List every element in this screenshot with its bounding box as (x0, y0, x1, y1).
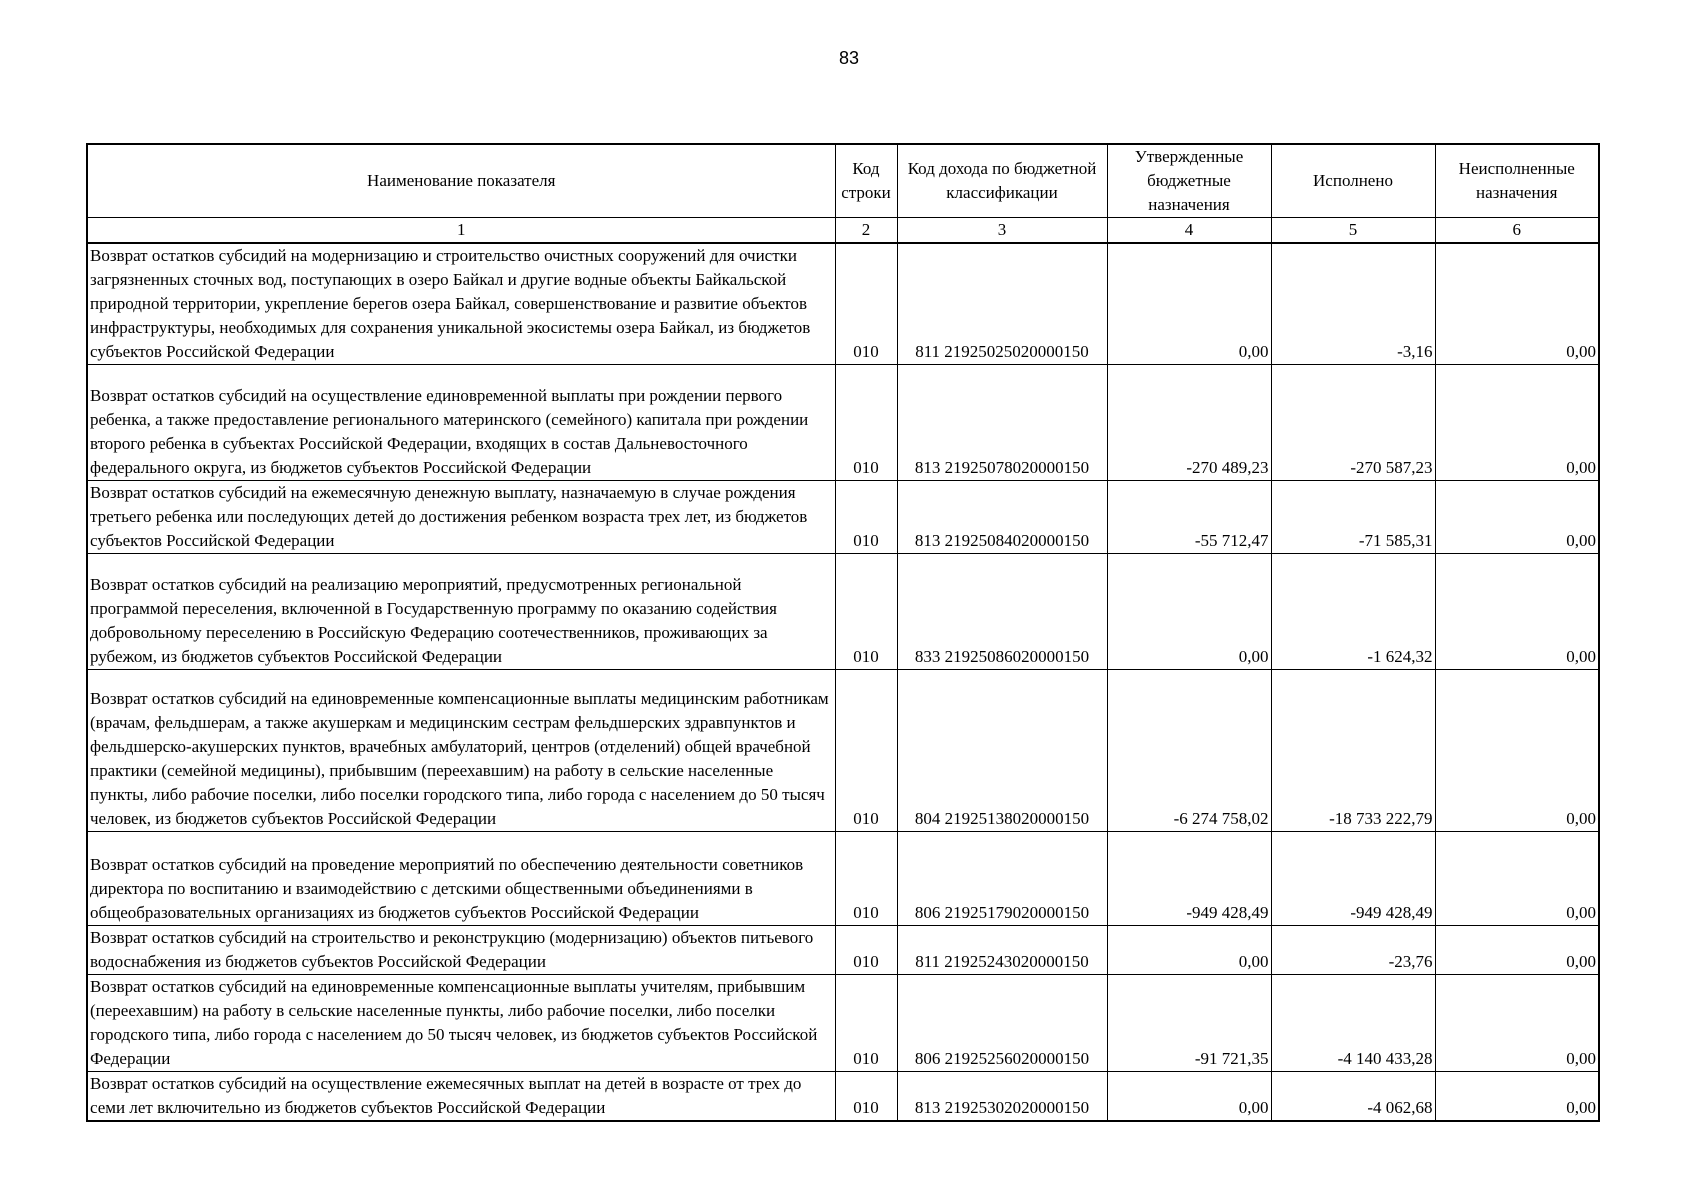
row-executed: -1 624,32 (1271, 554, 1435, 670)
row-unexecuted: 0,00 (1435, 365, 1599, 481)
page-number: 83 (838, 48, 860, 68)
table-body (87, 243, 1599, 1121)
row-executed: -71 585,31 (1271, 481, 1435, 554)
row-name: Возврат остатков субсидий на осуществление ежемесячных выплат на детей в возрасте от трех до семи лет включительно из бюджетов субъектов Российской Федерации (87, 1072, 835, 1122)
row-code: 010 (835, 832, 897, 926)
header-number: 4 (1107, 218, 1271, 244)
table-row (87, 975, 1599, 1072)
header-number: 1 (87, 218, 835, 244)
row-approved: 0,00 (1107, 554, 1271, 670)
header-unexecuted: Неисполненные назначения (1435, 144, 1599, 218)
row-executed: -3,16 (1271, 243, 1435, 365)
table-row (87, 554, 1599, 670)
row-kbk: 813 21925302020000150 (897, 1072, 1107, 1122)
row-code: 010 (835, 365, 897, 481)
table-row (87, 1072, 1599, 1122)
table-header (87, 144, 1599, 243)
row-kbk: 806 21925179020000150 (897, 832, 1107, 926)
header-number: 5 (1271, 218, 1435, 244)
row-code: 010 (835, 975, 897, 1072)
row-kbk: 813 21925084020000150 (897, 481, 1107, 554)
row-executed: -270 587,23 (1271, 365, 1435, 481)
row-code: 010 (835, 243, 897, 365)
table-row (87, 670, 1599, 832)
row-unexecuted: 0,00 (1435, 926, 1599, 975)
row-unexecuted: 0,00 (1435, 670, 1599, 832)
table-row (87, 832, 1599, 926)
row-executed: -4 140 433,28 (1271, 975, 1435, 1072)
row-approved: -91 721,35 (1107, 975, 1271, 1072)
row-kbk: 811 21925243020000150 (897, 926, 1107, 975)
row-executed: -18 733 222,79 (1271, 670, 1435, 832)
row-executed: -4 062,68 (1271, 1072, 1435, 1122)
row-approved: 0,00 (1107, 1072, 1271, 1122)
row-code: 010 (835, 554, 897, 670)
row-kbk: 811 21925025020000150 (897, 243, 1107, 365)
row-name: Возврат остатков субсидий на единовременные компенсационные выплаты учителям, прибывшим (переехавшим) на работу в сельские населенные пункты, либо рабочие поселки, либо поселки городского типа, либо города с населением до 50 тысяч человек, из бюджетов субъектов Российской Федерации (87, 975, 835, 1072)
row-kbk: 804 21925138020000150 (897, 670, 1107, 832)
row-name: Возврат остатков субсидий на осуществление единовременной выплаты при рождении первого ребенка, а также предоставление регионального материнского (семейного) капитала при рождении второго ребенка в субъектах Российской Федерации, входящих в состав Дальневосточного федерального округа, из бюджетов субъектов Российской Федерации (87, 365, 835, 481)
row-name: Возврат остатков субсидий на единовременные компенсационные выплаты медицинским работникам (врачам, фельдшерам, а также акушеркам и медицинским сестрам фельдшерских здравпунктов и фельдшерско-акушерских пунктов, врачебных амбулаторий, центров (отделений) общей врачебной практики (семейной медицины), прибывшим (переехавшим) на работу в сельские населенные пункты, либо рабочие поселки, либо поселки городского типа, либо города с населением до 50 тысяч человек, из бюджетов субъектов Российской Федерации (87, 670, 835, 832)
row-executed: -23,76 (1271, 926, 1435, 975)
row-unexecuted: 0,00 (1435, 832, 1599, 926)
row-unexecuted: 0,00 (1435, 481, 1599, 554)
row-code: 010 (835, 1072, 897, 1122)
row-unexecuted: 0,00 (1435, 1072, 1599, 1122)
header-number: 2 (835, 218, 897, 244)
budget-report-table (86, 143, 1600, 1122)
row-kbk: 813 21925078020000150 (897, 365, 1107, 481)
row-name: Возврат остатков субсидий на проведение мероприятий по обеспечению деятельности советников директора по воспитанию и взаимодействию с детскими общественными объединениями в общеобразовательных организациях из бюджетов субъектов Российской Федерации (87, 832, 835, 926)
row-code: 010 (835, 481, 897, 554)
header-executed: Исполнено (1271, 144, 1435, 218)
row-unexecuted: 0,00 (1435, 243, 1599, 365)
row-unexecuted: 0,00 (1435, 554, 1599, 670)
row-name: Возврат остатков субсидий на ежемесячную денежную выплату, назначаемую в случае рождения третьего ребенка или последующих детей до достижения ребенком возраста трех лет, из бюджетов субъектов Российской Федерации (87, 481, 835, 554)
row-approved: -6 274 758,02 (1107, 670, 1271, 832)
table-row (87, 926, 1599, 975)
row-unexecuted: 0,00 (1435, 975, 1599, 1072)
header-number: 6 (1435, 218, 1599, 244)
header-approved: Утвержденные бюджетные назначения (1107, 144, 1271, 218)
row-code: 010 (835, 670, 897, 832)
header-name: Наименование показателя (87, 144, 835, 218)
row-kbk: 806 21925256020000150 (897, 975, 1107, 1072)
table-row (87, 481, 1599, 554)
row-approved: 0,00 (1107, 926, 1271, 975)
row-code: 010 (835, 926, 897, 975)
table-row (87, 243, 1599, 365)
row-name: Возврат остатков субсидий на модернизацию и строительство очистных сооружений для очистки загрязненных сточных вод, поступающих в озеро Байкал и другие водные объекты Байкальской природной территории, укрепление берегов озера Байкал, совершенствование и развитие объектов инфраструктуры, необходимых для сохранения уникальной экосистемы озера Байкал, из бюджетов субъектов Российской Федерации (87, 243, 835, 365)
header-kbk: Код дохода по бюджетной классификации (897, 144, 1107, 218)
row-approved: -270 489,23 (1107, 365, 1271, 481)
header-number: 3 (897, 218, 1107, 244)
table-row (87, 365, 1599, 481)
header-code: Код строки (835, 144, 897, 218)
row-executed: -949 428,49 (1271, 832, 1435, 926)
row-approved: -55 712,47 (1107, 481, 1271, 554)
row-name: Возврат остатков субсидий на строительство и реконструкцию (модернизацию) объектов питьевого водоснабжения из бюджетов субъектов Российской Федерации (87, 926, 835, 975)
row-name: Возврат остатков субсидий на реализацию мероприятий, предусмотренных региональной программой переселения, включенной в Государственную программу по оказанию содействия добровольному переселению в Российскую Федерацию соотечественников, проживающих за рубежом, из бюджетов субъектов Российской Федерации (87, 554, 835, 670)
row-approved: -949 428,49 (1107, 832, 1271, 926)
row-kbk: 833 21925086020000150 (897, 554, 1107, 670)
row-approved: 0,00 (1107, 243, 1271, 365)
